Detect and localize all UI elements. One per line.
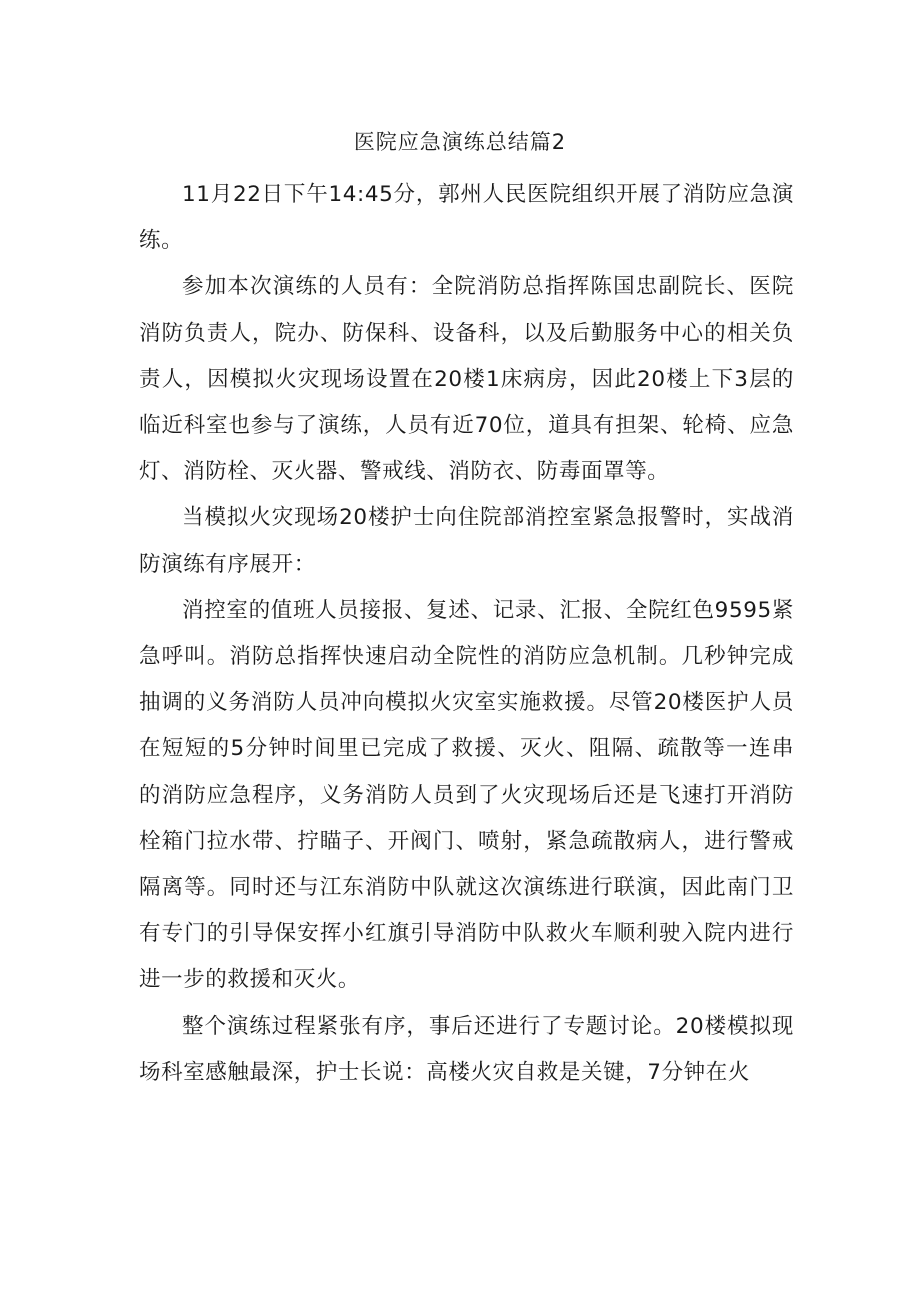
paragraph-participants: 参加本次演练的人员有：全院消防总指挥陈国忠副院长、医院消防负责人，院办、防保科、设备科，以及后勤服务中心的相关负责人，因模拟火灾现场设置在20楼1床病房，因此20楼上下3层的临近科室也参与了演练，人员有近70位，道具有担架、轮椅、应急灯、消防栓、灭火器、警戒线、消防衣、防毒面罩等。: [139, 274, 794, 485]
paragraph-alarm: 当模拟火灾现场20楼护士向住院部消控室紧急报警时，实战消防演练有序展开：: [139, 505, 794, 577]
paragraph-drill-time: 11月22日下午14:45分，郭州人民医院组织开展了消防应急演练。: [139, 182, 794, 254]
paragraph-response: 消控室的值班人员接报、复述、记录、汇报、全院红色9595紧急呼叫。消防总指挥快速启动全院性的消防应急机制。几秒钟完成抽调的义务消防人员冲向模拟火灾室实施救援。尽管20楼医护人员在短短的5分钟时间里已完成了救援、灭火、阻隔、疏散等一连串的消防应急程序，义务消防人员到了火灾现场后还是飞速打开消防栓箱门拉水带、拧瞄子、开阀门、喷射，紧急疏散病人，进行警戒隔离等。同时还与江东消防中队就这次演练进行联演，因此南门卫有专门的引导保安挥小红旗引导消防中队救火车顺利驶入院内进行进一步的救援和灭火。: [139, 597, 794, 993]
paragraph-summary: 整个演练过程紧张有序，事后还进行了专题讨论。20楼模拟现场科室感触最深，护士长说：高楼火灾自救是关键，7分钟在火: [139, 1013, 794, 1085]
page-title: 医院应急演练总结篇2: [353, 130, 567, 154]
document-body: [139, 172, 794, 1096]
